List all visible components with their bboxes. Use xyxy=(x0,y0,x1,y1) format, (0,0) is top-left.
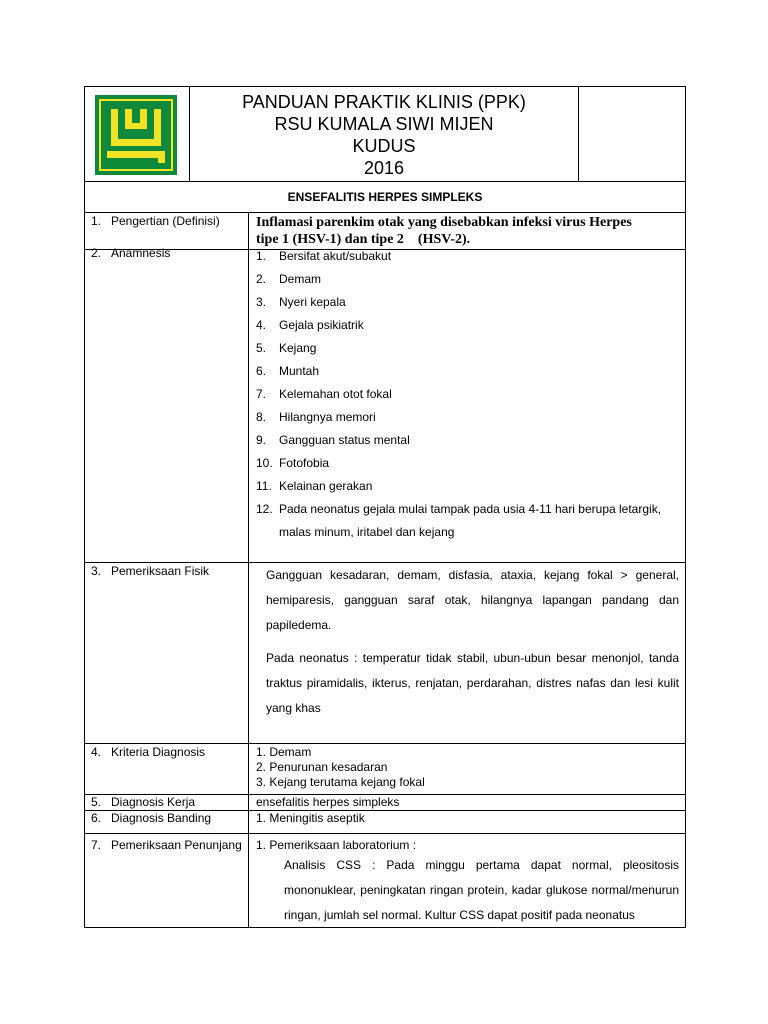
list-item xyxy=(256,337,685,360)
item-text: Kelainan gerakan xyxy=(279,479,373,493)
row-pemeriksaan-penunjang xyxy=(85,834,685,927)
item-text: Gangguan status mental xyxy=(279,433,410,447)
item-number: 3. xyxy=(256,295,267,309)
diagnosis-kerja-value: ensefalitis herpes simpleks xyxy=(256,795,400,809)
title-line-3: KUDUS xyxy=(352,136,416,156)
list-item xyxy=(256,475,685,498)
diagnosis-banding-value: 1. Meningitis aseptik xyxy=(256,811,365,825)
document-heading: ENSEFALITIS HERPES SIMPLEKS xyxy=(85,182,685,213)
item-text: Kelemahan otot fokal xyxy=(279,387,392,401)
kriteria-item-1: 1. Demam xyxy=(256,745,312,759)
item-number: 7. xyxy=(256,387,267,401)
row-diagnosis-banding xyxy=(85,811,685,834)
item-text: Fotofobia xyxy=(279,456,330,470)
fisik-paragraph-1: Gangguan kesadaran, demam, disfasia, ataxia, kejang fokal > general, hemiparesis, gangguan saraf otak, hilangnya lapangan pandang dan papiledema. xyxy=(266,568,679,632)
item-text: Gejala psikiatrik xyxy=(279,318,364,332)
row-label xyxy=(85,834,249,927)
item-continuation: malas minum, iritabel dan kejang xyxy=(279,525,455,539)
list-item xyxy=(256,245,685,268)
penunjang-content xyxy=(250,834,685,928)
row-label-text: Kriteria Diagnosis xyxy=(111,745,206,759)
item-number: 9. xyxy=(256,433,267,447)
row-number: 4. xyxy=(91,745,102,759)
pemeriksaan-fisik-content xyxy=(250,563,685,721)
list-item xyxy=(256,314,685,337)
row-label-text: Pemeriksaan Penunjang xyxy=(111,838,242,852)
item-text: Demam xyxy=(279,272,322,286)
hospital-logo xyxy=(85,87,189,181)
definition-line-1: Inflamasi parenkim otak yang disebabkan infeksi virus Herpes xyxy=(256,215,632,230)
penunjang-text: Analisis CSS : Pada minggu pertama dapat normal, pleositosis mononuklear, peningkatan ringan protein, kadar glukose normal/menurun ringan, jumlah sel normal. Kultur CSS dapat positif pada neonatus xyxy=(284,858,679,922)
anamnesis-list xyxy=(250,245,685,544)
row-label xyxy=(85,213,249,249)
fisik-paragraph-2: Pada neonatus : temperatur tidak stabil, ubun-ubun besar menonjol, tanda traktus piramidalis, ikterus, renjatan, perdarahan, distres nafas dan lesi kulit yang khas xyxy=(266,651,679,715)
row-pemeriksaan-fisik xyxy=(85,563,685,744)
kriteria-item-3: 3. Kejang terutama kejang fokal xyxy=(256,775,425,789)
row-number: 6. xyxy=(91,811,102,825)
row-number: 7. xyxy=(91,838,102,852)
row-diagnosis-kerja xyxy=(85,795,685,811)
title-line-1: PANDUAN PRAKTIK KLINIS (PPK) xyxy=(242,92,526,112)
title-line-2: RSU KUMALA SIWI MIJEN xyxy=(274,114,494,134)
definition-text xyxy=(250,213,685,248)
item-number: 2. xyxy=(256,272,267,286)
item-number: 1. xyxy=(256,249,267,263)
item-number: 4. xyxy=(256,318,267,332)
ppk-table xyxy=(84,86,686,928)
item-text: Pada neonatus gejala mulai tampak pada usia 4-11 hari berupa letargik, xyxy=(279,502,662,516)
item-number: 10. xyxy=(256,456,273,470)
item-text: Hilangnya memori xyxy=(279,410,376,424)
row-label-text: Diagnosis Banding xyxy=(111,811,212,825)
title-line-4: 2016 xyxy=(363,158,405,178)
row-label-text: Pemeriksaan Fisik xyxy=(111,564,210,578)
list-item xyxy=(256,268,685,291)
kriteria-content xyxy=(250,744,685,790)
list-item xyxy=(256,498,685,544)
row-number: 3. xyxy=(91,564,102,578)
anamnesis-content xyxy=(250,245,685,544)
row-number: 5. xyxy=(91,795,102,809)
item-number: 5. xyxy=(256,341,267,355)
item-text: Nyeri kepala xyxy=(279,295,346,309)
header-empty-cell xyxy=(580,87,685,181)
row-label xyxy=(85,811,249,833)
logo-cell xyxy=(85,87,190,181)
list-item xyxy=(256,429,685,452)
item-text: Kejang xyxy=(279,341,317,355)
row-label xyxy=(85,245,249,562)
list-item xyxy=(256,406,685,429)
row-label-text: Diagnosis Kerja xyxy=(111,795,196,809)
row-kriteria-diagnosis xyxy=(85,744,685,795)
list-item xyxy=(256,383,685,406)
item-text: Muntah xyxy=(279,364,320,378)
item-text: Bersifat akut/subakut xyxy=(279,249,392,263)
item-number: 8. xyxy=(256,410,267,424)
list-item xyxy=(256,452,685,475)
penunjang-subheading: 1. Pemeriksaan laboratorium : xyxy=(256,838,417,852)
row-number: 1. xyxy=(91,214,102,228)
row-label-text: Anamnesis xyxy=(111,246,171,260)
header-row xyxy=(85,87,685,182)
row-number: 2. xyxy=(91,246,102,260)
kriteria-item-2: 2. Penurunan kesadaran xyxy=(256,760,388,774)
list-item xyxy=(256,291,685,314)
definition-line-2: tipe 1 (HSV-1) dan tipe 2 (HSV-2). xyxy=(256,232,471,247)
row-label-text: Pengertian (Definisi) xyxy=(111,214,220,228)
list-item xyxy=(256,360,685,383)
row-label xyxy=(85,563,249,743)
header-title xyxy=(190,87,579,181)
item-number: 11. xyxy=(256,479,272,493)
item-number: 6. xyxy=(256,364,267,378)
row-anamnesis xyxy=(85,245,685,563)
row-label xyxy=(85,795,249,810)
item-number: 12. xyxy=(256,502,273,516)
row-label xyxy=(85,744,249,794)
